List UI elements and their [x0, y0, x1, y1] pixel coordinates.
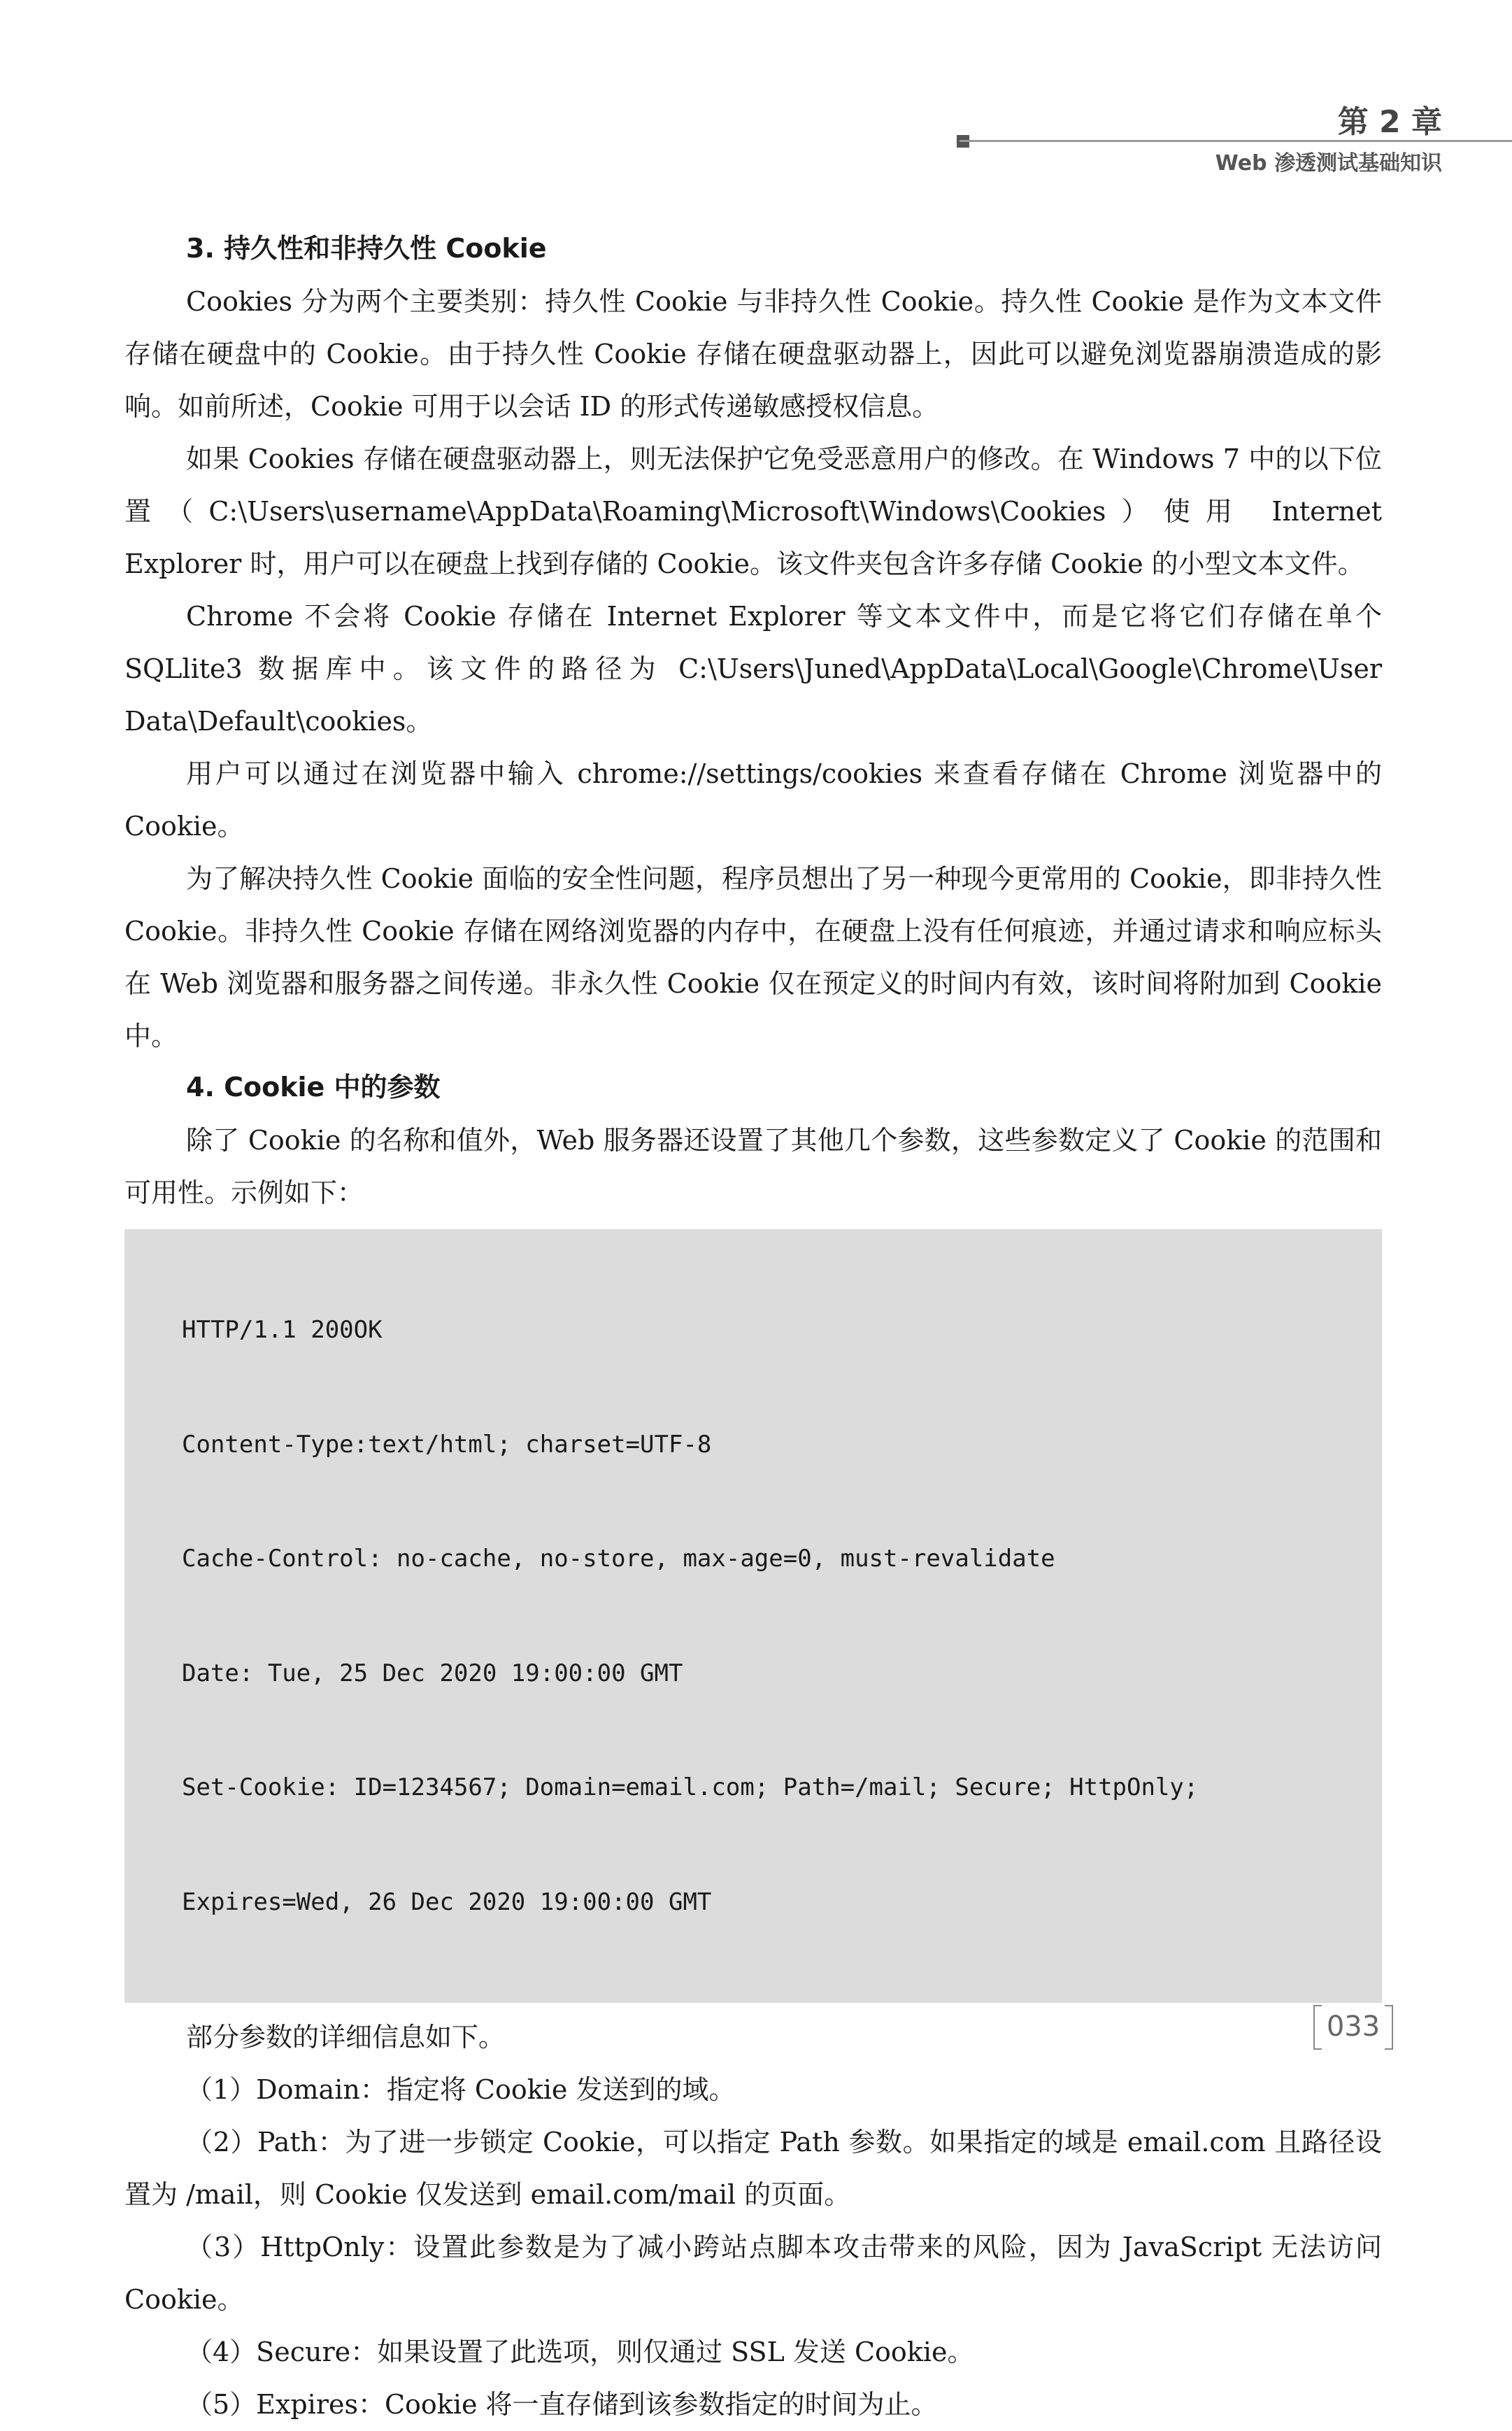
code-line: Set-Cookie: ID=1234567; Domain=email.com; Path=/mail; Secure; HttpOnly; [182, 1773, 1199, 1801]
page-number: 033 [1313, 2005, 1393, 2048]
paragraph: 用户可以通过在浏览器中输入 chrome://settings/cookies 来查看存储在 Chrome 浏览器中的 Cookie。 [124, 758, 1382, 842]
code-line: Content-Type:text/html; charset=UTF-8 [182, 1430, 712, 1459]
paragraph: 为了解决持久性 Cookie 面临的安全性问题，程序员想出了另一种现今更常用的 Cookie，即非持久性 Cookie。非持久性 Cookie 存储在网络浏览器的内存中，在硬盘上没有任何痕迹，并通过请求和响应标头在 Web 浏览器和服务器之间传递。非永久性 Cookie 仅在预定义的时间内有效，该时间将附加到 Cookie 中。 [124, 863, 1382, 1051]
code-line: Date: Tue, 25 Dec 2020 19:00:00 GMT [182, 1659, 683, 1687]
details-intro: 部分参数的详细信息如下。 [186, 2022, 506, 2053]
chapter-subtitle: Web 渗透测试基础知识 [1215, 151, 1442, 176]
section-4-heading: 4. Cookie 中的参数 [186, 1072, 441, 1103]
paragraph: 如果 Cookies 存储在硬盘驱动器上，则无法保护它免受恶意用户的修改。在 Windows 7 中的以下位置（C:\Users\username\AppData\Roaming\Microsoft\Windows\Cookies）使用 Internet Explorer 时，用户可以在硬盘上找到存储的 Cookie。该文件夹包含许多存储 Cookie 的小型文本文件。 [124, 444, 1382, 579]
paragraph: 除了 Cookie 的名称和值外，Web 服务器还设置了其他几个参数，这些参数定义了 Cookie 的范围和可用性。示例如下： [124, 1125, 1382, 1208]
list-item-secure: （4）Secure：如果设置了此选项，则仅通过 SSL 发送 Cookie。 [186, 2337, 974, 2367]
list-item-expires: （5）Expires：Cookie 将一直存储到该参数指定的时间为止。 [186, 2389, 938, 2420]
page-header [0, 0, 1512, 182]
section-3-heading: 3. 持久性和非持久性 Cookie [186, 233, 547, 264]
code-line: Cache-Control: no-cache, no-store, max-age=0, must-revalidate [182, 1545, 1055, 1573]
chapter-label: 第 2 章 [1337, 104, 1442, 140]
page-content [124, 224, 1382, 2431]
code-line: Expires=Wed, 26 Dec 2020 19:00:00 GMT [182, 1887, 712, 1916]
code-line: HTTP/1.1 200OK [182, 1316, 383, 1344]
list-item-domain: （1）Domain：指定将 Cookie 发送到的域。 [186, 2074, 736, 2105]
paragraph: Cookies 分为两个主要类别：持久性 Cookie 与非持久性 Cookie。持久性 Cookie 是作为文本文件存储在硬盘中的 Cookie。由于持久性 Cookie 存储在硬盘驱动器上，因此可以避免浏览器崩溃造成的影响。如前所述，Cookie 可用于以会话 ID 的形式传递敏感授权信息。 [124, 286, 1382, 422]
list-item-path: （2）Path：为了进一步锁定 Cookie，可以指定 Path 参数。如果指定的域是 email.com 且路径设置为 /mail，则 Cookie 仅发送到 email.com/mail 的页面。 [124, 2127, 1382, 2210]
http-code-block [124, 1229, 1382, 2003]
header-rule [960, 140, 1512, 142]
list-item-httponly: （3）HttpOnly：设置此参数是为了减小跨站点脚本攻击带来的风险，因为 JavaScript 无法访问 Cookie。 [124, 2232, 1382, 2315]
paragraph: Chrome 不会将 Cookie 存储在 Internet Explorer 等文本文件中，而是它将它们存储在单个 SQLlite3 数据库中。该文件的路径为 C:\Users\Juned\AppData\Local\Google\Chrome\User Data\Default\cookies。 [124, 601, 1382, 737]
